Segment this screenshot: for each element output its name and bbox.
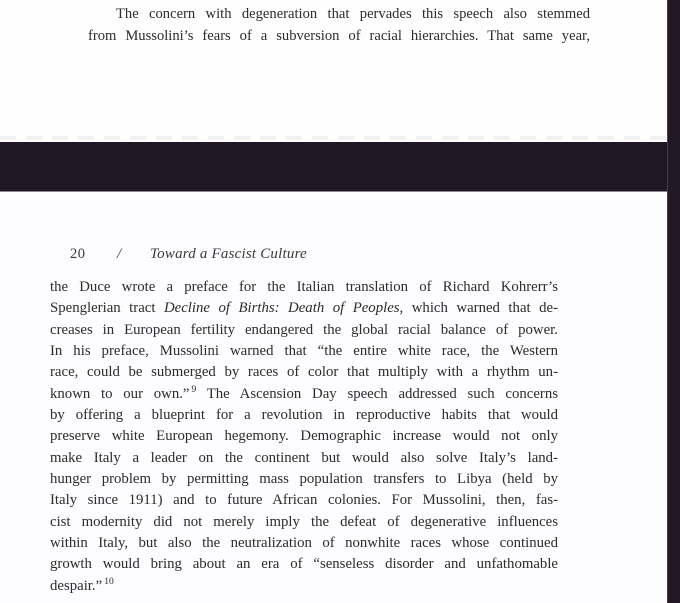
- book-title-italic: Decline of Births: Death of Peoples,: [163, 300, 404, 317]
- body-line: cist modernity did not merely imply the defeat of degenerative influences: [50, 513, 558, 530]
- header-divider: /: [117, 246, 122, 262]
- body-line: Italy since 1911) and to future African colonies. For Mussolini, then, fas-: [50, 492, 558, 509]
- page-header: [0, 246, 600, 266]
- footnote-ref-9: 9: [191, 384, 197, 395]
- text-line: The concern with degeneration that pervades this speech also stemmed: [116, 6, 590, 22]
- page-number: 20: [70, 246, 86, 262]
- body-paragraph: [50, 277, 558, 597]
- body-line: within Italy, but also the neutralization of nonwhite races whose continued: [50, 535, 558, 552]
- body-line: [50, 384, 558, 405]
- scan-artifact-row: [0, 136, 680, 140]
- body-line: hunger problem by permitting mass population transfers to Libya (held by: [50, 471, 558, 488]
- body-line: make Italy a leader on the continent but would also solve Italy’s land-: [50, 449, 558, 466]
- running-title: Toward a Fascist Culture: [150, 246, 307, 262]
- separator-band: [0, 142, 680, 192]
- body-line-segment: known to our own.”: [50, 385, 190, 402]
- body-line: [50, 298, 558, 319]
- previous-page-fragment: [0, 0, 680, 142]
- footnote-ref-10: 10: [104, 576, 114, 587]
- body-line: race, could be submerged by races of color that multiply with a rhythm un-: [50, 364, 558, 381]
- body-line: by offering a blueprint for a revolution in reproductive habits that would: [50, 407, 558, 424]
- body-line-segment: despair.”: [50, 577, 103, 594]
- body-line: In his preface, Mussolini warned that “the entire white race, the Western: [50, 343, 558, 360]
- body-line: creases in European fertility endangered the global racial balance of power.: [50, 321, 558, 338]
- body-line: the Duce wrote a preface for the Italian translation of Richard Kohrerr’s: [50, 279, 558, 295]
- body-line: preserve white European hegemony. Demographic increase would not only: [50, 428, 558, 445]
- body-line-segment: which warned that de-: [403, 300, 559, 317]
- text-line: from Mussolini’s fears of a subversion of racial hierarchies. That same year,: [88, 28, 590, 44]
- body-line-segment: The Ascension Day speech addressed such concerns: [196, 385, 558, 402]
- body-line: growth would bring about an era of “senseless disorder and unfathomable: [50, 556, 558, 573]
- previous-page-paragraph: [88, 3, 590, 47]
- body-line: [50, 576, 558, 597]
- current-page: [0, 192, 667, 603]
- body-line-segment: Spenglerian tract: [50, 300, 164, 317]
- right-edge-strip: [667, 0, 680, 603]
